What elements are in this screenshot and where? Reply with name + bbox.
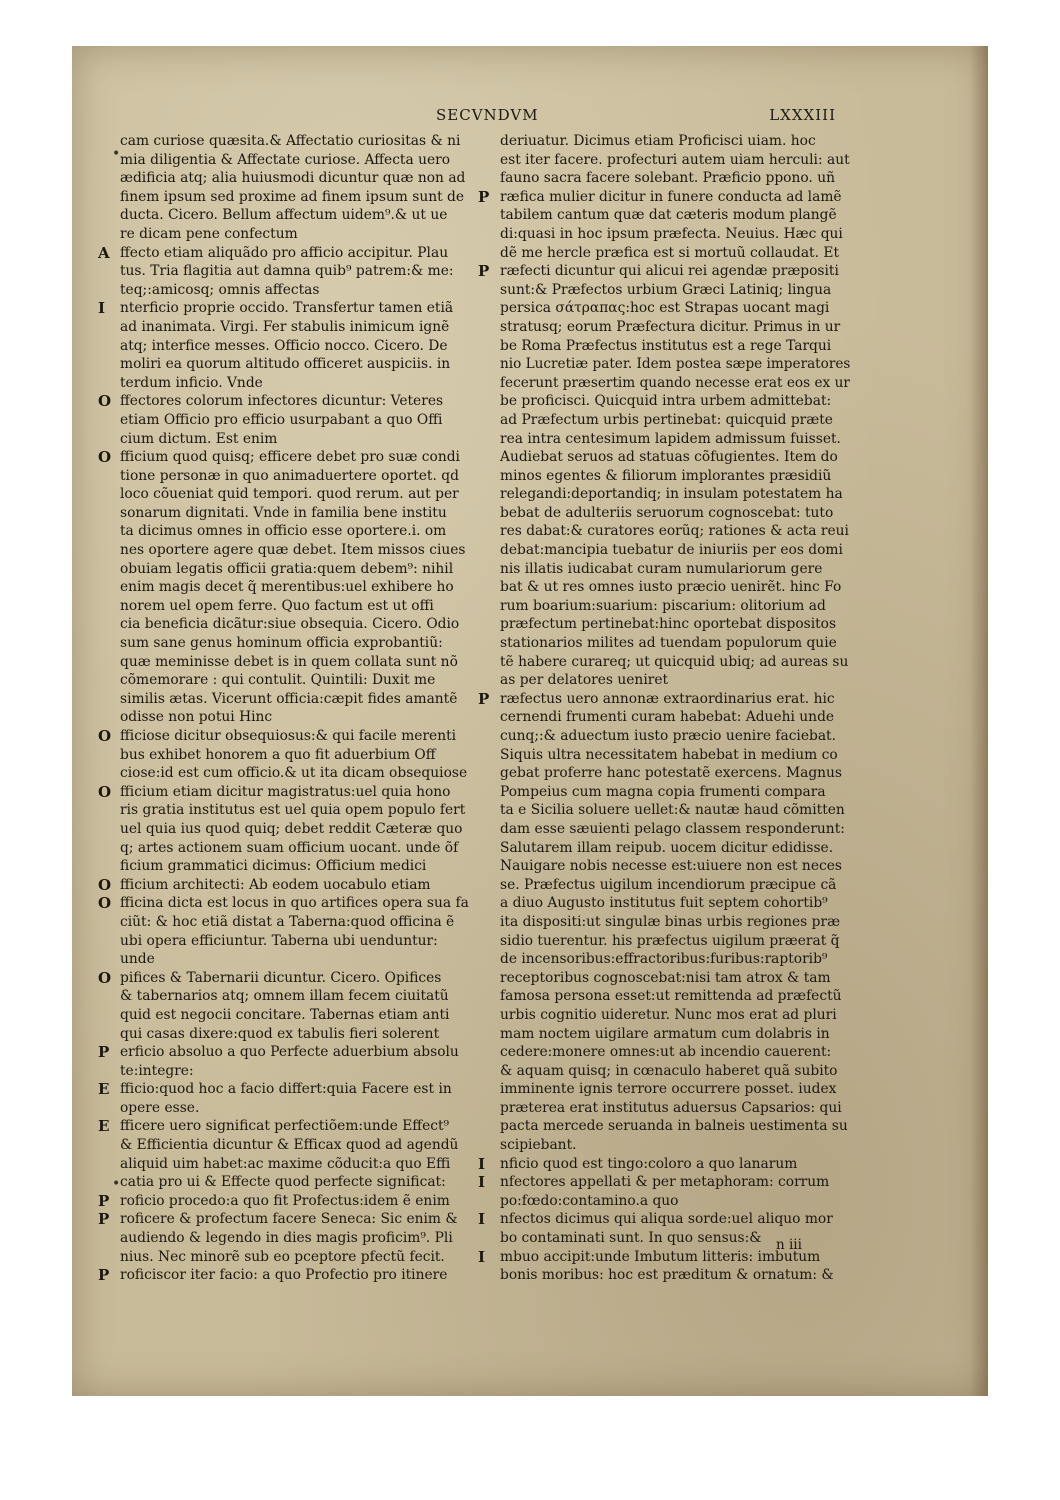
line-text: debat:mancipia tuebatur de iniuriis per eos domi (500, 542, 843, 559)
text-line (98, 875, 480, 895)
line-text: finem ipsum sed proxime ad finem ipsum sunt de (120, 188, 465, 205)
line-text: tione personæ in quo animaduertere oportet. qd (120, 467, 459, 484)
line-text: stationarios milites ad tuendam populorum quie (500, 635, 837, 652)
initial-letter: E (98, 1117, 110, 1136)
line-text: re dicam pene confectum (120, 225, 298, 242)
line-text: ffecto etiam aliquãdo pro afficio accipitur. Plau (120, 244, 449, 261)
line-text: fficiose dicitur obsequiosus:& qui facile merenti (120, 728, 457, 744)
line-text: & Efficientia dicuntur & Efficax quod ad agendũ (120, 1137, 459, 1154)
line-text: fficio:quod hoc a facio differt:quia Facere est in (120, 1081, 452, 1098)
line-text: norem uel opem ferre. Quo factum est ut offi (120, 597, 434, 614)
text-line (500, 950, 850, 969)
text-line (120, 634, 480, 653)
line-text: erficio absoluo a quo Perfecte aduerbium absolu (120, 1044, 459, 1061)
text-line (98, 448, 480, 467)
line-text: minos egentes & filiorum implorantes præsidiũ (500, 467, 832, 484)
line-text: fauno sacra facere solebant. Præficio ppono. uñ (500, 170, 835, 187)
text-line (500, 411, 850, 430)
line-text: bebat de adulteriis seruorum cognoscebat: tuto (500, 504, 834, 521)
line-text: obuiam legatis officii gratia:quem debem⁹: nihil (120, 560, 454, 577)
text-line (500, 541, 850, 560)
line-text: be proficisci. Quicquid intra urbem admittebat: (500, 393, 832, 410)
margin-bullet-icon: • (112, 1176, 121, 1192)
initial-letter: P (98, 1266, 110, 1285)
text-line (120, 206, 480, 225)
text-line (120, 1099, 480, 1118)
line-text: dam esse sæuienti pelago classem responderunt: (500, 820, 845, 837)
line-text: mia diligentia & Affectate curiose. Affecta uero (120, 151, 451, 168)
line-text: odisse non potui Hinc (120, 709, 273, 726)
text-line (500, 578, 850, 597)
line-text: nio Lucretiæ pater. Idem postea sæpe imperatores (500, 356, 851, 373)
line-text: nis illatis iudicabat curam numulariorum gere (500, 560, 823, 577)
line-text: persica σάτραπας:hoc est Strapas uocant magi (500, 300, 830, 317)
text-line (120, 1136, 480, 1155)
line-text: aliquid uim habet:ac maxime cõducit:a quo Effi (120, 1155, 451, 1172)
text-line (120, 932, 480, 951)
text-line (120, 262, 480, 281)
line-text: quæ meminisse debet is in quem collata sunt nõ (120, 653, 458, 670)
text-line (500, 1192, 850, 1211)
initial-letter: I (478, 1210, 486, 1229)
line-text: mbuo accipit:unde Imbutum litteris: imbutum (500, 1248, 821, 1265)
text-line (120, 950, 480, 969)
text-line (478, 262, 850, 281)
initial-letter: I (478, 1154, 486, 1173)
line-text: cunq;:& aduectum iusto præcio uenire faciebat. (500, 728, 836, 744)
line-text: sonarum dignitati. Vnde in familia bene institu (120, 504, 447, 521)
text-line (500, 746, 850, 765)
text-line (120, 839, 480, 858)
text-line (500, 671, 850, 690)
text-line (500, 374, 850, 393)
text-line (478, 1154, 850, 1174)
text-line (98, 1210, 480, 1229)
line-text: cam curiose quæsita.& Affectatio curiositas & ni (120, 133, 461, 149)
line-text: pifices & Tabernarii dicuntur. Cicero. Opifices (120, 969, 442, 986)
text-line (120, 541, 480, 560)
text-line (120, 430, 480, 449)
line-text: ad inanimata. Virgi. Fer stabulis inimicum ignẽ (120, 318, 450, 335)
line-text: ædificia atq; alia huiusmodi dicuntur quæ non ad (120, 170, 466, 187)
text-line (478, 1210, 850, 1229)
line-text: pacta mercede seruanda in balneis uestimenta su (500, 1118, 848, 1135)
text-line (120, 857, 480, 876)
text-line (500, 448, 850, 467)
text-line (500, 894, 850, 913)
line-text: ræfecti dicuntur qui alicui rei agendæ præpositi (500, 263, 839, 280)
line-text: Pompeius cum magna copia frumenti compara (500, 783, 826, 800)
text-line (500, 727, 850, 746)
line-text: ad Præfectum urbis pertinebat: quicquid præte (500, 411, 833, 428)
line-text: ffectores colorum infectores dicuntur: Veteres (120, 393, 444, 410)
line-text: cia beneficia dicãtur:siue obsequia. Cicero. Odio (120, 616, 460, 633)
text-line (98, 1080, 480, 1099)
line-text: atq; interfice messes. Officio nocco. Cicero. De (120, 337, 448, 354)
line-text: cernendi frumenti curam habebat: Aduehi unde (500, 709, 835, 726)
line-text: catia pro ui & Effecte quod perfecte significat: (120, 1174, 446, 1191)
left-text-column (98, 132, 480, 1285)
text-line (98, 1191, 480, 1211)
initial-letter: P (478, 689, 490, 708)
text-line (500, 987, 850, 1006)
text-line (500, 1080, 850, 1099)
text-line (98, 782, 480, 802)
text-line (98, 243, 480, 263)
line-text: sum sane genus hominum officia exprobantiũ: (120, 635, 443, 652)
initial-letter: O (98, 968, 112, 987)
line-text: Nauigare nobis necesse est:uiuere non est neces (500, 858, 842, 875)
text-line (500, 1006, 850, 1025)
line-text: as per delatores ueniret (500, 672, 669, 689)
text-line (120, 708, 480, 727)
line-text: cedere:monere omnes:ut ab incendio cauerent: (500, 1044, 832, 1061)
text-line (500, 876, 850, 895)
text-line (120, 281, 480, 300)
text-line (500, 504, 850, 523)
line-text: qui casas dixere:quod ex tabulis fieri solerent (120, 1025, 440, 1042)
margin-bullet-icon: • (112, 146, 121, 162)
line-text: roficiscor iter facio: a quo Profectio pro itinere (120, 1267, 448, 1284)
text-line (500, 1062, 850, 1081)
line-text: gebat proferre hanc potestatẽ exercens. Magnus (500, 765, 843, 782)
text-line (98, 894, 480, 913)
text-line (500, 615, 850, 634)
text-line (98, 299, 480, 318)
line-text: fficium architecti: Ab eodem uocabulo etiam (120, 876, 431, 893)
line-text: fficium quod quisq; efficere debet pro suæ condi (120, 449, 460, 466)
line-text: & aquam quisq; in cœnaculo haberet quã subito (500, 1062, 838, 1079)
line-text: præfectum pertinebat:hinc oportebat dispositos (500, 616, 837, 633)
text-line (120, 504, 480, 523)
line-text: nius. Nec minorẽ sub eo pceptore pfectũ fecit. (120, 1248, 445, 1265)
line-text: fficina dicta est locus in quo artifices opera sua fa (120, 895, 469, 912)
text-line (120, 522, 480, 541)
text-line (500, 1117, 850, 1136)
line-text: roficio procedo:a quo fit Profectus:idem ẽ enim (120, 1192, 450, 1209)
text-line (500, 783, 850, 802)
line-text: opere esse. (120, 1099, 200, 1116)
text-line (98, 1043, 480, 1062)
line-text: audiendo & legendo in dies magis proficim⁹. Pli (120, 1230, 453, 1247)
line-text: urbis cognitio uideretur. Nunc mos erat ad pluri (500, 1006, 837, 1023)
line-text: ræfectus uero annonæ extraordinarius erat. hic (500, 690, 835, 707)
line-text: cõmemorare : qui contulit. Quintili: Duxit me (120, 672, 436, 689)
line-text: deriuatur. Dicimus etiam Proficisci uiam. hoc (500, 133, 816, 149)
text-line (500, 913, 850, 932)
text-line (500, 1025, 850, 1044)
line-text: & tabernarios atq; omnem illam fecem ciuitatũ (120, 988, 449, 1005)
text-line (500, 820, 850, 839)
initial-letter: A (98, 243, 110, 262)
text-line (500, 430, 850, 449)
text-line (120, 1025, 480, 1044)
line-text: nficio quod est tingo:coloro a quo lanarum (500, 1155, 798, 1172)
text-line (120, 1229, 480, 1248)
line-text: mam noctem uigilare armatum cum dolabris in (500, 1025, 830, 1042)
line-text: unde (120, 951, 155, 968)
line-text: scipiebant. (500, 1137, 577, 1154)
text-line (500, 969, 850, 988)
line-text: nes oportere agere quæ debet. Item missos ciues (120, 542, 466, 559)
line-text: res dabat:& curatores eorũq; rationes & acta reui (500, 523, 849, 540)
initial-letter: E (98, 1080, 110, 1099)
initial-letter: P (98, 1191, 110, 1210)
right-text-column (478, 132, 851, 1285)
text-line (500, 708, 850, 727)
text-line (478, 187, 850, 207)
text-line (120, 318, 480, 337)
line-text: q; artes actionem suam officium uocant. unde õf (120, 839, 459, 856)
initial-letter: O (98, 448, 112, 467)
text-line (500, 206, 850, 225)
line-text: be Roma Præfectus institutus est a rege Tarqui (500, 337, 832, 354)
line-text: enim magis decet q̃ merentibus:uel exhibere ho (120, 579, 454, 596)
text-line (120, 1155, 480, 1174)
line-text: te:integre: (120, 1062, 194, 1079)
text-line (500, 932, 850, 951)
line-text: Audiebat seruos ad statuas cõfugientes. Item do (500, 449, 838, 466)
line-text: imminente ignis terrore occurrere posset. iudex (500, 1081, 837, 1098)
line-text: relegandi:deportandiq; in insulam potestatem ha (500, 486, 843, 503)
text-line (500, 857, 850, 876)
text-line (500, 225, 850, 244)
line-text: bus exhibet honorem a quo fit aduerbium Off (120, 746, 436, 763)
initial-letter: P (478, 187, 490, 206)
line-text: ta dicimus omnes in officio esse oportere.i. om (120, 523, 447, 540)
initial-letter: I (478, 1247, 486, 1266)
initial-letter: O (98, 727, 112, 745)
line-text: receptoribus cognoscebat:nisi tam atrox & tam (500, 969, 831, 986)
text-line (120, 225, 480, 244)
line-text: sidio tuerentur. his præfectus uigilum præerat q̃ (500, 932, 840, 949)
line-text: nfectores appellati & per metaphoram: corrum (500, 1174, 830, 1191)
text-line (98, 392, 480, 411)
line-text: tẽ habere curareq; ut quicquid ubiq; ad aureas su (500, 653, 849, 670)
line-text: præterea erat institutus aduersus Capsarios: qui (500, 1099, 842, 1116)
line-text: ducta. Cicero. Bellum affectum uidem⁹.& ut ue (120, 207, 448, 224)
text-line (120, 615, 480, 634)
line-text: ta e Sicilia soluere uellet:& nautæ haud cõmitten (500, 802, 845, 819)
text-line (120, 355, 480, 374)
folio-number: LXXXIII (769, 106, 836, 124)
initial-letter: O (98, 875, 112, 894)
text-line (120, 188, 480, 207)
text-line (500, 151, 850, 170)
text-line (500, 801, 850, 820)
line-text: ubi opera efficiuntur. Taberna ubi uenduntur: (120, 932, 438, 949)
line-text: de incensoribus:effractoribus:furibus:raptorib⁹ (500, 951, 828, 968)
line-text: moliri ea quorum altitudo officeret auspiciis. in (120, 356, 451, 373)
text-line (120, 411, 480, 430)
text-line (500, 318, 850, 337)
text-line (120, 746, 480, 765)
text-line (120, 132, 480, 151)
line-text: quid est negocii concitare. Tabernas etiam anti (120, 1006, 450, 1023)
line-text: rum boarium:suarium: piscarium: olitorium ad (500, 597, 826, 614)
text-line (120, 1062, 480, 1081)
text-line (500, 653, 850, 672)
text-line (500, 634, 850, 653)
text-line (98, 1117, 480, 1136)
text-line (500, 132, 850, 151)
text-line (500, 764, 850, 783)
line-text: fecerunt præsertim quando necesse erat eos ex ur (500, 374, 850, 391)
text-line (120, 671, 480, 690)
line-text: Siquis ultra necessitatem habebat in medium co (500, 746, 838, 763)
line-text: ris gratia institutus est uel quia opem populo fert (120, 802, 466, 819)
line-text: fficere uero significat perfectiõem:unde Effect⁹ (120, 1118, 450, 1135)
line-text: teq;:amicosq; omnis affectas (120, 281, 320, 298)
initial-letter: P (478, 262, 490, 281)
line-text: ita dispositi:ut singulæ binas urbis regiones præ (500, 913, 841, 930)
line-text: po:fœdo:contamino.a quo (500, 1192, 679, 1209)
line-text: dẽ me hercle præfica est si mortuũ collaudat. Et (500, 244, 839, 261)
text-line (120, 374, 480, 393)
line-text: se. Præfectus uigilum incendiorum præcipue cã (500, 876, 837, 893)
initial-letter: I (98, 299, 106, 318)
text-line (98, 968, 480, 988)
line-text: cium dictum. Est enim (120, 430, 278, 447)
page-edge-shadow (970, 46, 988, 1396)
text-line (120, 690, 480, 709)
line-text: similis ætas. Vicerunt officia:cæpit fides amantẽ (120, 690, 458, 707)
text-line (120, 1006, 480, 1025)
text-line (120, 578, 480, 597)
text-line (120, 485, 480, 504)
text-line (120, 820, 480, 839)
text-line (500, 839, 850, 858)
line-text: a diuo Augusto institutus fuit septem cohortib⁹ (500, 895, 828, 912)
line-text: tus. Tria flagitia aut damna quib⁹ patrem:& me: (120, 263, 454, 280)
text-line (500, 467, 850, 486)
line-text: ciũt: & hoc etiã distat a Taberna:quod officina ẽ (120, 913, 455, 930)
initial-letter: P (98, 1043, 110, 1062)
text-line (500, 355, 850, 374)
line-text: etiam Officio pro efficio usurpabant a quo Offi (120, 411, 443, 428)
line-text: bonis moribus: hoc est præditum & ornatum: & (500, 1267, 834, 1284)
line-text: nterficio proprie occido. Transfertur tamen etiã (120, 300, 454, 317)
line-text: terdum inficio. Vnde (120, 374, 263, 391)
text-line (120, 913, 480, 932)
text-line (120, 1173, 480, 1192)
text-line (478, 689, 850, 709)
text-line (120, 560, 480, 579)
text-line (500, 299, 850, 318)
text-line (98, 727, 480, 746)
line-text: rea intra centesimum lapidem admissum fuisset. (500, 430, 841, 447)
text-line (120, 597, 480, 616)
text-line (500, 1043, 850, 1062)
line-text: sunt:& Præfectos urbium Græci Latiniq; lingua (500, 281, 832, 298)
line-text: ciose:id est cum officio.& ut ita dicam obsequiose (120, 765, 468, 782)
text-line (500, 522, 850, 541)
initial-letter: I (478, 1173, 486, 1192)
text-line (500, 392, 850, 411)
line-text: bo contaminati sunt. In quo sensus:& (500, 1230, 762, 1247)
line-text: est iter facere. profecturi autem uiam herculi: aut (500, 151, 850, 168)
text-line (500, 1099, 850, 1118)
line-text: fficium etiam dicitur magistratus:uel quia hono (120, 783, 451, 800)
running-title: SECVNDVM (436, 106, 539, 124)
line-text: bat & ut res omnes iusto præcio uenirẽt. hinc Fo (500, 579, 842, 596)
line-text: ficium grammatici dicimus: Officium medici (120, 858, 427, 875)
text-line (500, 1266, 850, 1285)
text-line (500, 169, 850, 188)
text-line (120, 987, 480, 1006)
text-line (120, 653, 480, 672)
line-text: tabilem cantum quæ dat cæteris modum plangẽ (500, 207, 837, 224)
text-line (500, 485, 850, 504)
initial-letter: O (98, 894, 112, 913)
line-text: stratusq; eorum Præfectura dicitur. Primus in ur (500, 318, 841, 335)
text-line (500, 560, 850, 579)
initial-letter: O (98, 392, 112, 411)
text-line (500, 1136, 850, 1155)
line-text: famosa persona esset:ut remittenda ad præfectũ (500, 988, 842, 1005)
initial-letter: O (98, 782, 112, 801)
line-text: loco cõueniat quid tempori. quod rerum. aut per (120, 486, 459, 503)
text-line (120, 151, 480, 170)
initial-letter: P (98, 1210, 110, 1229)
line-text: nfectos dicimus qui aliqua sorde:uel aliquo mor (500, 1211, 833, 1228)
text-line (120, 169, 480, 188)
text-line (500, 281, 850, 300)
line-text: Salutarem illam reipub. uocem dicitur edidisse. (500, 839, 834, 856)
line-text: ræfica mulier dicitur in funere conducta ad lamẽ (500, 188, 842, 205)
line-text: uel quia ius quod quiq; debet reddit Cæteræ quo (120, 820, 463, 837)
text-line (120, 764, 480, 783)
text-line (478, 1173, 850, 1192)
text-line (120, 801, 480, 820)
text-line (500, 244, 850, 263)
line-text: roficere & profectum facere Seneca: Sic enim & (120, 1211, 458, 1228)
text-line (500, 597, 850, 616)
line-text: di:quasi in hoc ipsum præfecta. Neuius. Hæc qui (500, 225, 843, 242)
text-line (120, 467, 480, 486)
signature-mark: n iii (776, 1237, 802, 1253)
text-line (120, 337, 480, 356)
text-line (120, 1248, 480, 1267)
page-header (420, 106, 840, 128)
text-line (500, 337, 850, 356)
text-line (98, 1266, 480, 1285)
